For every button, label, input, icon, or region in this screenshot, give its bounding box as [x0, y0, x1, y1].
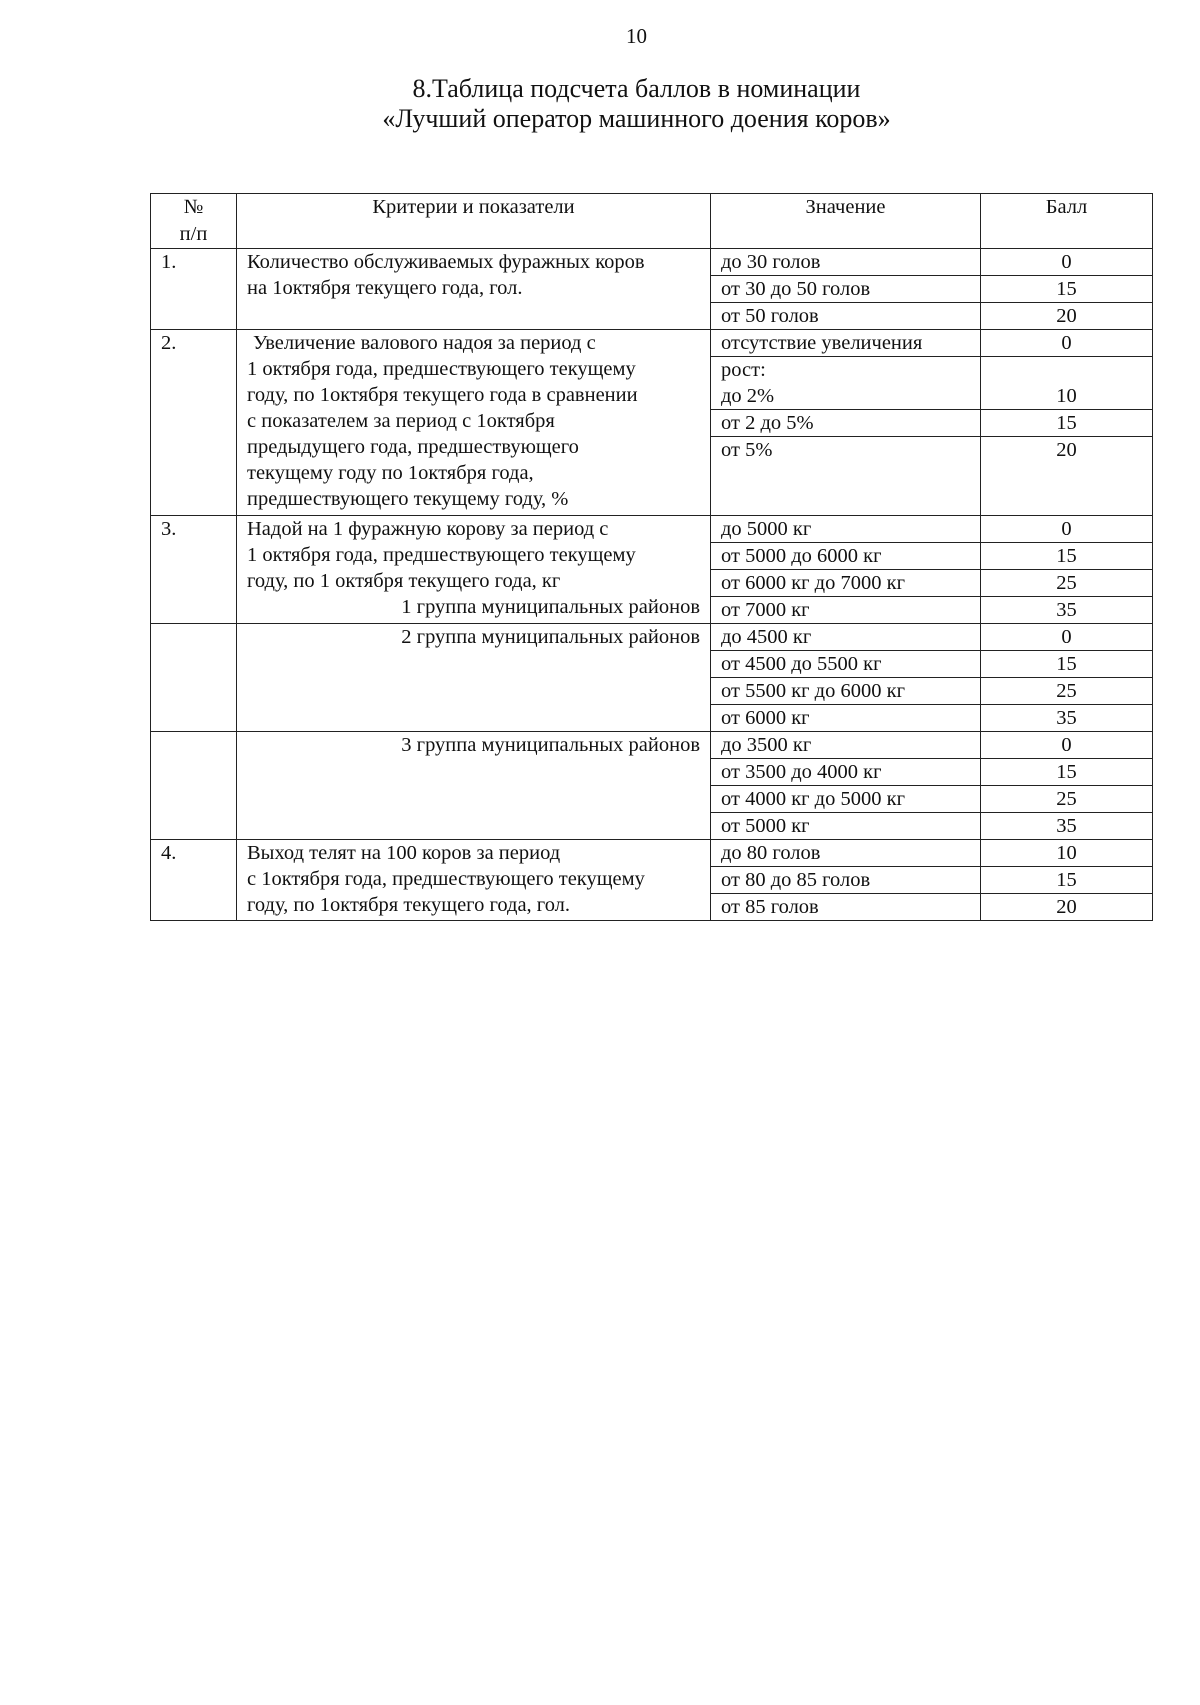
- criteria-line: предшествующего текущему году, %: [247, 488, 569, 510]
- row-score: 15: [981, 543, 1153, 570]
- row-score: 20: [981, 894, 1153, 921]
- row-value: от 5000 до 6000 кг: [711, 543, 981, 570]
- header-num-symbol: №: [183, 196, 204, 218]
- row-criteria: [237, 516, 711, 624]
- criteria-line: Увеличение валового надоя за период с: [253, 332, 596, 354]
- row-score: [991, 357, 1142, 383]
- row-number: 4.: [151, 840, 237, 921]
- row-value: от 5000 кг: [711, 813, 981, 840]
- criteria-line: Количество обслуживаемых фуражных коров: [247, 251, 645, 273]
- table-header-row: [151, 194, 1153, 249]
- row-value: от 6000 кг: [711, 705, 981, 732]
- row-criteria: [237, 330, 711, 516]
- row-score: 35: [981, 813, 1153, 840]
- row-score: 25: [981, 786, 1153, 813]
- table-row: [151, 840, 1153, 867]
- criteria-line: году, по 1 октября текущего года, кг: [247, 570, 561, 592]
- criteria-line: Надой на 1 фуражную корову за период с: [247, 518, 609, 540]
- row-number: [151, 624, 237, 732]
- page-title: [0, 74, 1200, 134]
- row-value: от 50 голов: [711, 303, 981, 330]
- row-score: 0: [981, 330, 1153, 357]
- row-score: 0: [981, 516, 1153, 543]
- criteria-line: с 1октября года, предшествующего текущему: [247, 868, 645, 890]
- row-value: от 5500 кг до 6000 кг: [711, 678, 981, 705]
- row-value: от 4000 кг до 5000 кг: [711, 786, 981, 813]
- criteria-line: на 1октября текущего года, гол.: [247, 277, 523, 299]
- score-table: [150, 193, 1153, 921]
- criteria-line: 1 октября года, предшествующего текущему: [247, 358, 636, 380]
- row-criteria: [237, 249, 711, 330]
- criteria-line: с показателем за период с 1октября: [247, 410, 555, 432]
- row-score: 35: [981, 597, 1153, 624]
- row-value: от 7000 кг: [711, 597, 981, 624]
- header-criteria: Критерии и показатели: [237, 194, 711, 249]
- criteria-line: Выход телят на 100 коров за период: [247, 842, 561, 864]
- row-score: 25: [981, 570, 1153, 597]
- row-value: от 80 до 85 голов: [711, 867, 981, 894]
- criteria-line: году, по 1октября текущего года в сравнении: [247, 384, 638, 406]
- row-value: от 30 до 50 голов: [711, 276, 981, 303]
- table-row: [151, 624, 1153, 651]
- row-number: 3.: [151, 516, 237, 624]
- header-score: Балл: [981, 194, 1153, 249]
- row-value: до 80 голов: [711, 840, 981, 867]
- row-value: от 6000 кг до 7000 кг: [711, 570, 981, 597]
- row-score: 0: [981, 249, 1153, 276]
- row-value: от 2 до 5%: [711, 410, 981, 437]
- row-score: 20: [981, 437, 1153, 516]
- row-value: от 4500 до 5500 кг: [711, 651, 981, 678]
- criteria-line: году, по 1октября текущего года, гол.: [247, 894, 571, 916]
- row-value: до 2%: [721, 385, 775, 407]
- row-number: 1.: [151, 249, 237, 330]
- row-score: 10: [981, 840, 1153, 867]
- row-value: до 30 голов: [711, 249, 981, 276]
- row-score: 15: [981, 651, 1153, 678]
- row-value: от 5%: [711, 437, 981, 516]
- table-row: [151, 330, 1153, 357]
- row-value: от 85 голов: [711, 894, 981, 921]
- criteria-line: предыдущего года, предшествующего: [247, 436, 579, 458]
- row-value: от 3500 до 4000 кг: [711, 759, 981, 786]
- table-row: [151, 249, 1153, 276]
- table-row: [151, 732, 1153, 759]
- table-row: [151, 516, 1153, 543]
- row-value: до 4500 кг: [711, 624, 981, 651]
- criteria-group-label: 2 группа муниципальных районов: [401, 626, 700, 648]
- criteria-group-label: 1 группа муниципальных районов: [401, 596, 700, 618]
- row-value: до 3500 кг: [711, 732, 981, 759]
- title-line-1: 8.Таблица подсчета баллов в номинации: [412, 74, 861, 103]
- row-score: 0: [981, 624, 1153, 651]
- row-score: 15: [981, 410, 1153, 437]
- row-value: до 5000 кг: [711, 516, 981, 543]
- row-score: 10: [1056, 385, 1077, 407]
- row-number: [151, 732, 237, 840]
- header-num-subtitle: п/п: [179, 223, 208, 245]
- row-number: 2.: [151, 330, 237, 516]
- row-criteria: [237, 732, 711, 840]
- row-criteria: [237, 624, 711, 732]
- row-score: 25: [981, 678, 1153, 705]
- row-score: 0: [981, 732, 1153, 759]
- criteria-line: текущему году по 1октября года,: [247, 462, 534, 484]
- row-score: 15: [981, 276, 1153, 303]
- title-line-2: «Лучший оператор машинного доения коров»: [382, 104, 891, 133]
- criteria-line: 1 октября года, предшествующего текущему: [247, 544, 636, 566]
- row-value: рост:: [721, 359, 766, 381]
- criteria-group-label: 3 группа муниципальных районов: [401, 734, 700, 756]
- row-value: отсутствие увеличения: [711, 330, 981, 357]
- row-score: 15: [981, 759, 1153, 786]
- row-score: 20: [981, 303, 1153, 330]
- row-value-group: [711, 357, 981, 410]
- header-value: Значение: [711, 194, 981, 249]
- page-number: 10: [626, 24, 647, 48]
- row-score-group: [981, 357, 1153, 410]
- row-criteria: [237, 840, 711, 921]
- row-score: 35: [981, 705, 1153, 732]
- header-num: [151, 194, 237, 249]
- row-score: 15: [981, 867, 1153, 894]
